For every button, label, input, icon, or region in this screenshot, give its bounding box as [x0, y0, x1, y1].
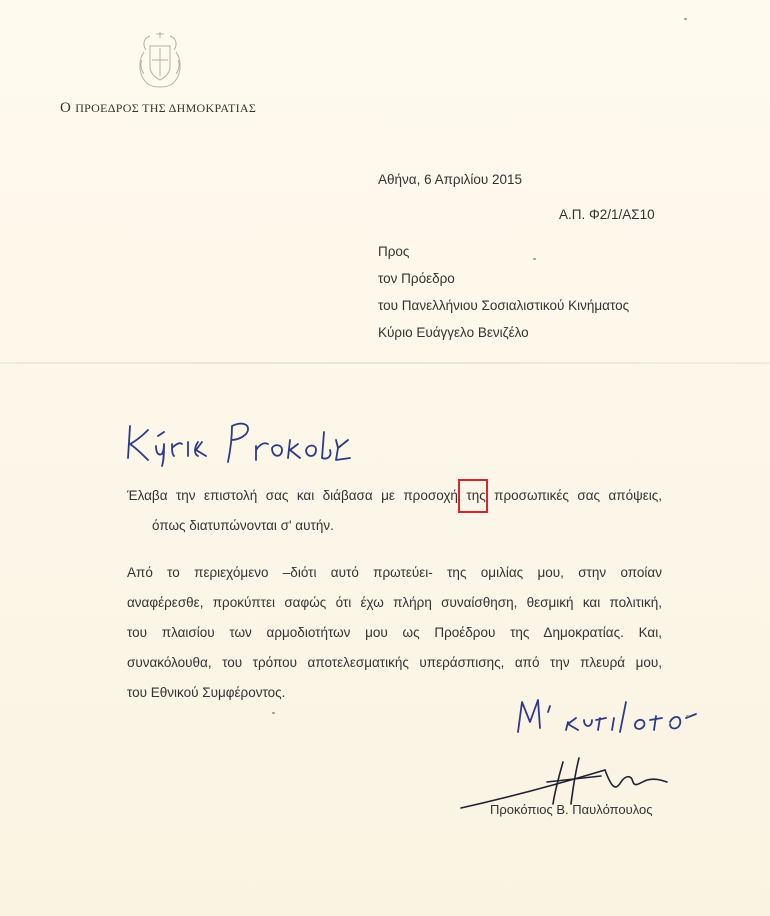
- recipient-to: Προς: [378, 244, 410, 259]
- paragraph-1-line-2: όπως διατυπώνονται σ' αυτήν.: [152, 518, 334, 533]
- paper-speck: [533, 258, 536, 260]
- office-title-rest: ΠΡΟΕΔΡΟΣ ΤΗΣ ΔΗΜΟΚΡΑΤΙΑΣ: [75, 101, 257, 115]
- handwritten-closing: [510, 688, 710, 738]
- recipient-line-3: Κύριο Ευάγγελο Βενιζέλο: [378, 325, 529, 340]
- recipient-line-2: του Πανελλήνιου Σοσιαλιστικού Κινήματος: [378, 298, 630, 313]
- paragraph-2-line-3: του πλαισίου των αρμοδιοτήτων μου ως Προέδρου της Δημοκρατίας. Και,: [127, 625, 662, 640]
- paragraph-2-line-4: συνακόλουθα, του τρόπου αποτελεσματικής υπεράσπισης, από την πλευρά μου,: [127, 655, 662, 670]
- paragraph-1-line-1: Έλαβα την επιστολή σας και διάβασα με προσοχή της προσωπικές σας απόψεις,: [127, 488, 662, 503]
- office-title: [60, 100, 256, 117]
- handwritten-salutation: [122, 412, 362, 468]
- highlight-box: [458, 479, 488, 513]
- recipient-line-1: τον Πρόεδρο: [378, 271, 455, 286]
- reference-number: Α.Π. Φ2/1/ΑΣ10: [559, 207, 655, 222]
- paper-speck: [686, 715, 689, 717]
- paper-speck: [272, 712, 275, 714]
- date-line: Αθήνα, 6 Απριλίου 2015: [378, 172, 523, 187]
- coat-of-arms-emblem: [136, 30, 184, 92]
- paragraph-2-line-1: Από το περιεχόμενο –διότι αυτό πρωτεύει- της ομιλίας μου, στην οποίαν: [127, 565, 662, 580]
- signatory-name: Προκόπιος Β. Παυλόπουλος: [490, 802, 653, 817]
- paper-speck: [684, 18, 687, 20]
- paragraph-2-line-2: αναφέρεσθε, προκύπτει σαφώς ότι έχω πλήρη συναίσθηση, θεσμική και πολιτική,: [127, 595, 662, 610]
- paragraph-2-line-5: του Εθνικού Συμφέροντος.: [127, 685, 286, 700]
- office-title-initial: Ο: [60, 100, 72, 116]
- paper-fold-line: [0, 362, 770, 364]
